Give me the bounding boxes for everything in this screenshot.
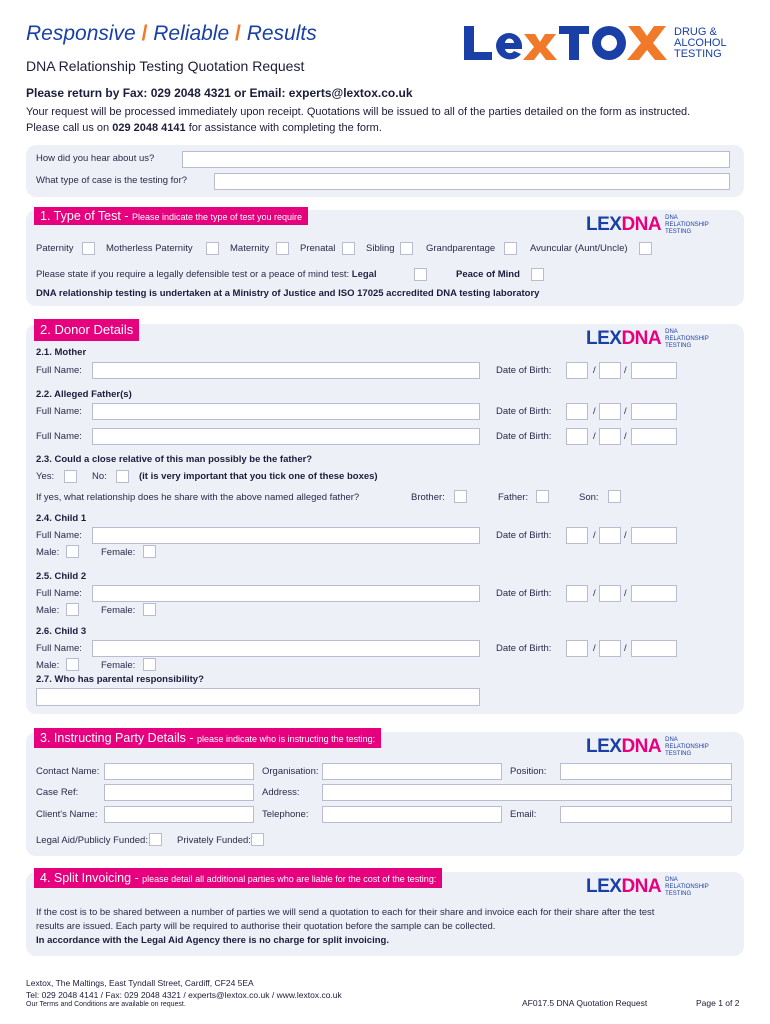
lextox-logo: [462, 22, 727, 64]
full-name-label: Full Name:: [36, 588, 82, 599]
email-input[interactable]: [560, 806, 732, 823]
child2-name-input[interactable]: [92, 585, 480, 602]
lexdna-dna: DNA: [621, 736, 662, 757]
hear-about-input[interactable]: [182, 151, 730, 168]
privately-funded-checkbox[interactable]: [251, 833, 264, 846]
lexdna-wordmark: [586, 736, 661, 758]
privately-funded-label: Privately Funded:: [177, 835, 251, 846]
contact-name-input[interactable]: [104, 763, 254, 780]
hear-about-label: How did you hear about us?: [36, 153, 155, 164]
child2-female-checkbox[interactable]: [143, 603, 156, 616]
lexdna-wordmark: [586, 876, 661, 898]
section-donor-details: [26, 324, 744, 714]
parental-responsibility-question: 2.7. Who has parental responsibility?: [36, 674, 204, 685]
full-name-label: Full Name:: [36, 643, 82, 654]
date-separator: /: [624, 431, 627, 442]
yes-label: Yes:: [36, 471, 55, 482]
intro-paragraph: [26, 104, 756, 136]
intro-line-1: Your request will be processed immediately upon receipt. Quotations will be issued to all of the parties detailed on the form as instructed.: [26, 106, 691, 118]
lextox-subtitle: [674, 27, 727, 60]
son-checkbox[interactable]: [608, 490, 621, 503]
male-label: Male:: [36, 547, 60, 558]
lexdna-subtitle: DNA RELATIONSHIP TESTING: [665, 736, 709, 757]
logo-sub-1: DRUG &: [674, 25, 717, 38]
legal-question-text: Please state if you require a legally defensible test or a peace of mind test:: [36, 269, 352, 280]
dob-label: Date of Birth:: [496, 643, 552, 654]
section-3-subtitle: please indicate who is instructing the testing:: [197, 734, 376, 744]
tick-important-note: (it is very important that you tick one of these boxes): [139, 471, 378, 482]
lexdna-logo: [586, 214, 715, 236]
full-name-label: Full Name:: [36, 406, 82, 417]
date-separator: /: [624, 588, 627, 599]
child2-male-checkbox[interactable]: [66, 603, 79, 616]
motherless-paternity-checkbox[interactable]: [206, 242, 219, 255]
option-motherless-label: Motherless Paternity: [106, 243, 193, 254]
intro-call-text-2: for assistance with completing the form.: [185, 122, 382, 134]
child3-dob-month[interactable]: [599, 640, 621, 657]
avuncular-checkbox[interactable]: [639, 242, 652, 255]
return-instructions: Please return by Fax: 029 2048 4321 or Email: experts@lextox.co.uk: [26, 86, 413, 100]
father2-dob-day[interactable]: [566, 428, 588, 445]
footer-contact: Tel: 029 2048 4141 / Fax: 029 2048 4321 / experts@lextox.co.uk / www.lextox.co.uk: [26, 990, 342, 1000]
section-3-title: 3. Instructing Party Details -: [40, 731, 198, 745]
section-1-title: 1. Type of Test -: [40, 209, 132, 223]
close-relative-no-checkbox[interactable]: [116, 470, 129, 483]
father2-dob-year[interactable]: [631, 428, 677, 445]
peace-of-mind-checkbox[interactable]: [531, 268, 544, 281]
dob-label: Date of Birth:: [496, 365, 552, 376]
father-heading: 2.2. Alleged Father(s): [36, 389, 132, 400]
mother-name-input[interactable]: [92, 362, 480, 379]
lexdna-lex: LEX: [586, 876, 622, 897]
split-text-2: results are issued. Each party will be required to authorise their quotation before the sample can be collected.: [36, 921, 496, 932]
date-separator: /: [593, 530, 596, 541]
clients-name-input[interactable]: [104, 806, 254, 823]
address-input[interactable]: [322, 784, 732, 801]
child2-heading: 2.5. Child 2: [36, 571, 87, 582]
mother-dob-month[interactable]: [599, 362, 621, 379]
grandparentage-checkbox[interactable]: [504, 242, 517, 255]
dob-label: Date of Birth:: [496, 530, 552, 541]
option-prenatal-label: Prenatal: [300, 243, 336, 254]
contact-name-label: Contact Name:: [36, 766, 100, 777]
child3-dob-year[interactable]: [631, 640, 677, 657]
section-type-of-test: [26, 210, 744, 306]
female-label: Female:: [101, 605, 136, 616]
mother-heading: 2.1. Mother: [36, 347, 87, 358]
option-sibling-label: Sibling: [366, 243, 395, 254]
lexdna-logo: [586, 328, 715, 350]
child3-heading: 2.6. Child 3: [36, 626, 87, 637]
tagline-slash: /: [235, 22, 241, 45]
lexdna-subtitle: DNA RELATIONSHIP TESTING: [665, 214, 709, 235]
position-input[interactable]: [560, 763, 732, 780]
child2-dob-month[interactable]: [599, 585, 621, 602]
date-separator: /: [593, 365, 596, 376]
child1-dob-day[interactable]: [566, 527, 588, 544]
case-type-input[interactable]: [214, 173, 730, 190]
intro-call-text: Please call us on: [26, 122, 113, 134]
paternity-checkbox[interactable]: [82, 242, 95, 255]
lexdna-dna: DNA: [621, 328, 662, 349]
full-name-label: Full Name:: [36, 431, 82, 442]
footer-address: Lextox, The Maltings, East Tyndall Street, Cardiff, CF24 5EA: [26, 978, 254, 988]
date-separator: /: [593, 643, 596, 654]
lexdna-lex: LEX: [586, 736, 622, 757]
close-relative-yes-checkbox[interactable]: [64, 470, 77, 483]
case-type-label: What type of case is the testing for?: [36, 175, 188, 186]
assist-phone: 029 2048 4141: [112, 122, 186, 134]
section-4-title: 4. Split Invoicing -: [40, 871, 143, 885]
option-grandparentage-label: Grandparentage: [426, 243, 496, 254]
dob-label: Date of Birth:: [496, 406, 552, 417]
no-label: No:: [92, 471, 107, 482]
split-invoicing-text: [36, 906, 736, 948]
lexdna-lex: LEX: [586, 214, 622, 235]
child3-name-input[interactable]: [92, 640, 480, 657]
tagline-slash: /: [141, 22, 148, 45]
lexdna-subtitle: DNA RELATIONSHIP TESTING: [665, 876, 709, 897]
lexdna-dna: DNA: [621, 214, 662, 235]
tagline-results: Results: [246, 22, 317, 45]
form-title: DNA Relationship Testing Quotation Request: [26, 58, 305, 74]
date-separator: /: [593, 588, 596, 599]
section-4-header: [34, 868, 442, 888]
legal-checkbox[interactable]: [414, 268, 427, 281]
lexdna-logo: [586, 876, 715, 898]
son-label: Son:: [579, 492, 599, 503]
case-ref-label: Case Ref:: [36, 787, 79, 798]
telephone-label: Telephone:: [262, 809, 309, 820]
child1-male-checkbox[interactable]: [66, 545, 79, 558]
legal-question: [36, 269, 377, 280]
father-option-label: Father:: [498, 492, 529, 503]
full-name-label: Full Name:: [36, 530, 82, 541]
child1-female-checkbox[interactable]: [143, 545, 156, 558]
section-2-title: 2. Donor Details: [40, 322, 134, 337]
prenatal-checkbox[interactable]: [342, 242, 355, 255]
footer-terms: Our Terms and Conditions are available on request.: [26, 1001, 186, 1008]
child2-dob-day[interactable]: [566, 585, 588, 602]
lextox-wordmark: [462, 22, 670, 64]
section-3-header: [34, 728, 381, 748]
telephone-input[interactable]: [322, 806, 502, 823]
father1-dob-year[interactable]: [631, 403, 677, 420]
section-instructing-party: [26, 732, 744, 856]
lexdna-lex: LEX: [586, 328, 622, 349]
child1-dob-year[interactable]: [631, 527, 677, 544]
option-avuncular-label: Avuncular (Aunt/Uncle): [530, 243, 628, 254]
date-separator: /: [624, 406, 627, 417]
intro-panel: [26, 145, 744, 197]
tagline-reliable: Reliable: [153, 22, 230, 45]
tagline-responsive: Responsive: [26, 22, 136, 45]
father-option-checkbox[interactable]: [536, 490, 549, 503]
male-label: Male:: [36, 660, 60, 671]
sibling-checkbox[interactable]: [400, 242, 413, 255]
child1-dob-month[interactable]: [599, 527, 621, 544]
date-separator: /: [624, 365, 627, 376]
tagline: [26, 22, 317, 46]
email-label: Email:: [510, 809, 537, 820]
section-1-header: [34, 207, 308, 225]
father1-dob-month[interactable]: [599, 403, 621, 420]
brother-label: Brother:: [411, 492, 445, 503]
section-split-invoicing: [26, 872, 744, 956]
relationship-question: If yes, what relationship does he share with the above named alleged father?: [36, 492, 360, 503]
peace-of-mind-label: Peace of Mind: [456, 269, 520, 280]
option-paternity-label: Paternity: [36, 243, 74, 254]
dob-label: Date of Birth:: [496, 431, 552, 442]
intro-line-2: [26, 120, 756, 136]
child3-female-checkbox[interactable]: [143, 658, 156, 671]
date-separator: /: [624, 643, 627, 654]
legal-aid-label: Legal Aid/Publicly Funded:: [36, 835, 148, 846]
date-separator: /: [593, 406, 596, 417]
organisation-label: Organisation:: [262, 766, 319, 777]
option-maternity-label: Maternity: [230, 243, 270, 254]
legal-aid-checkbox[interactable]: [149, 833, 162, 846]
maternity-checkbox[interactable]: [276, 242, 289, 255]
position-label: Position:: [510, 766, 547, 777]
dob-label: Date of Birth:: [496, 588, 552, 599]
parental-responsibility-input[interactable]: [36, 688, 480, 706]
section-4-subtitle: please detail all additional parties who are liable for the cost of the testing:: [142, 874, 437, 884]
female-label: Female:: [101, 660, 136, 671]
organisation-input[interactable]: [322, 763, 502, 780]
mother-dob-year[interactable]: [631, 362, 677, 379]
split-text-1: If the cost is to be shared between a number of parties we will send a quotation to each for their share and invoice each for their share after the test: [36, 907, 655, 918]
lexdna-logo: [586, 736, 715, 758]
father2-name-input[interactable]: [92, 428, 480, 445]
father1-dob-day[interactable]: [566, 403, 588, 420]
child1-heading: 2.4. Child 1: [36, 513, 87, 524]
section-2-header: [34, 319, 139, 341]
address-label: Address:: [262, 787, 300, 798]
brother-checkbox[interactable]: [454, 490, 467, 503]
accreditation-note: DNA relationship testing is undertaken at a Ministry of Justice and ISO 17025 accredited DNA testing laboratory: [36, 288, 540, 299]
father2-dob-month[interactable]: [599, 428, 621, 445]
female-label: Female:: [101, 547, 136, 558]
lexdna-subtitle: DNA RELATIONSHIP TESTING: [665, 328, 709, 349]
date-separator: /: [593, 431, 596, 442]
footer-form-id: AF017.5 DNA Quotation Request: [522, 998, 648, 1008]
child1-name-input[interactable]: [92, 527, 480, 544]
child2-dob-year[interactable]: [631, 585, 677, 602]
child3-male-checkbox[interactable]: [66, 658, 79, 671]
lexdna-wordmark: [586, 328, 661, 350]
child3-dob-day[interactable]: [566, 640, 588, 657]
lexdna-wordmark: [586, 214, 661, 236]
logo-sub-3: TESTING: [674, 47, 722, 60]
clients-name-label: Client's Name:: [36, 809, 98, 820]
case-ref-input[interactable]: [104, 784, 254, 801]
footer-page-number: Page 1 of 2: [696, 998, 740, 1008]
split-text-3: In accordance with the Legal Aid Agency there is no charge for split invoicing.: [36, 935, 389, 946]
father1-name-input[interactable]: [92, 403, 480, 420]
date-separator: /: [624, 530, 627, 541]
lexdna-dna: DNA: [621, 876, 662, 897]
close-relative-question: 2.3. Could a close relative of this man possibly be the father?: [36, 454, 313, 465]
logo-sub-2: ALCOHOL: [674, 36, 727, 49]
mother-dob-day[interactable]: [566, 362, 588, 379]
legal-option-label: Legal: [351, 269, 377, 280]
full-name-label: Full Name:: [36, 365, 82, 376]
section-1-subtitle: Please indicate the type of test you require: [131, 212, 303, 222]
male-label: Male:: [36, 605, 60, 616]
